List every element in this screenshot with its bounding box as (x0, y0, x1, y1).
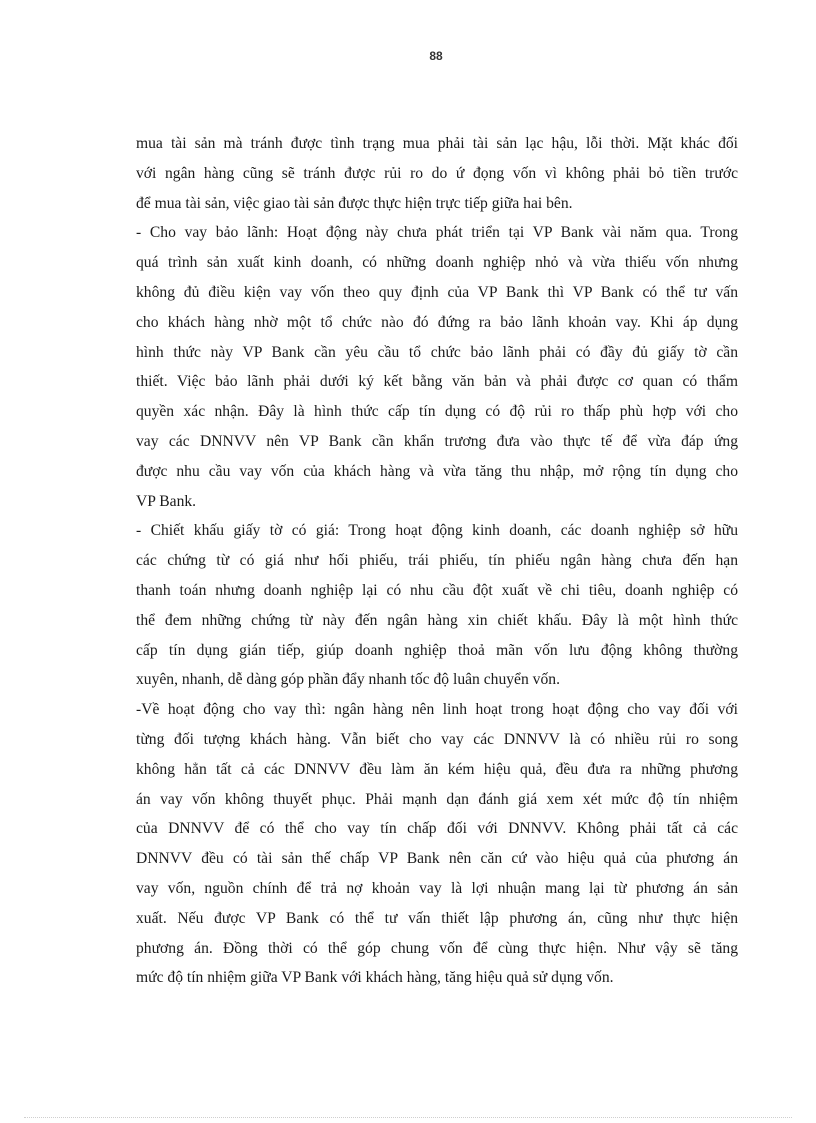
text-line: từng đối tượng khách hàng. Vẫn biết cho vay các DNNVV là có nhiều rủi ro song (136, 730, 738, 748)
text-line: hình thức này VP Bank cần yêu cầu tổ chức bảo lãnh phải có đầy đủ giấy tờ cần (136, 343, 738, 361)
text-line: phương án. Đồng thời có thể góp chung vốn để cùng thực hiện. Như vậy sẽ tăng (136, 939, 738, 957)
text-line: - Cho vay bảo lãnh: Hoạt động này chưa phát triển tại VP Bank vài năm qua. Trong (136, 224, 738, 242)
text-line: để mua tài sản, việc giao tài sản được thực hiện trực tiếp giữa hai bên. (136, 194, 573, 212)
text-line: thiết. Việc bảo lãnh phải dưới ký kết bằng văn bản và phải được cơ quan có thẩm (136, 373, 738, 391)
page-bottom-border (24, 1117, 792, 1118)
text-line: với ngân hàng cũng sẽ tránh được rủi ro do ứ đọng vốn vì không phải bỏ tiền trước (136, 164, 738, 182)
text-line: quyền xác nhận. Đây là hình thức cấp tín dụng có độ rủi ro thấp phù hợp với cho (136, 403, 738, 421)
text-line: DNNVV đều có tài sản thế chấp VP Bank nên căn cứ vào hiệu quả của phương án (136, 850, 738, 868)
text-line: án vay vốn không thuyết phục. Phải mạnh dạn đánh giá xem xét mức độ tín nhiệm (136, 790, 738, 808)
text-line: vay các DNNVV nên VP Bank cần khẩn trương đưa vào thực tế để vừa đáp ứng (136, 432, 738, 450)
text-line: không hẳn tất cả các DNNVV đều làm ăn kém hiệu quả, đều đưa ra những phương (136, 760, 738, 778)
text-line: mua tài sản mà tránh được tình trạng mua phải tài sản lạc hậu, lỗi thời. Mặt khác đối (136, 135, 738, 152)
text-line: quá trình sản xuất kinh doanh, có những doanh nghiệp nhỏ và vừa thiếu vốn nhưng (136, 254, 738, 272)
text-line: vay vốn, nguồn chính để trả nợ khoản vay là lợi nhuận mang lại từ phương án sản (136, 879, 738, 897)
text-line: xuyên, nhanh, dễ dàng góp phần đẩy nhanh tốc độ luân chuyển vốn. (136, 671, 560, 689)
text-line: - Chiết khấu giấy tờ có giá: Trong hoạt động kinh doanh, các doanh nghiệp sở hữu (136, 522, 738, 540)
text-line: cấp tín dụng gián tiếp, giúp doanh nghiệp thoả mãn vốn lưu động không thường (136, 641, 738, 659)
text-line: cho khách hàng nhờ một tổ chức nào đó đứng ra bảo lãnh khoản vay. Khi áp dụng (136, 313, 738, 331)
text-line: mức độ tín nhiệm giữa VP Bank với khách hàng, tăng hiệu quả sử dụng vốn. (136, 969, 614, 987)
page-number: 88 (429, 49, 443, 63)
text-line: VP Bank. (136, 492, 197, 510)
text-line: các chứng từ có giá như hối phiếu, trái phiếu, tín phiếu ngân hàng chưa đến hạn (136, 552, 738, 570)
text-line: -Về hoạt động cho vay thì: ngân hàng nên linh hoạt trong hoạt động cho vay đối với (136, 701, 738, 719)
text-line: không đủ điều kiện vay vốn theo quy định của VP Bank thì VP Bank có thể tư vấn (136, 283, 738, 301)
text-line: thanh toán nhưng doanh nghiệp lại có nhu cầu đột xuất về chi tiêu, doanh nghiệp có (136, 581, 738, 599)
text-line: thể đem những chứng từ này đến ngân hàng xin chiết khấu. Đây là một hình thức (136, 611, 738, 629)
body-text (136, 129, 738, 993)
text-line: xuất. Nếu được VP Bank có thể tư vấn thiết lập phương án, cũng như thực hiện (136, 909, 738, 927)
text-line: của DNNVV để có thể cho vay tín chấp đối với DNNVV. Không phải tất cả các (136, 820, 738, 838)
text-line: được nhu cầu vay vốn của khách hàng và vừa tăng thu nhập, mở rộng tín dụng cho (136, 462, 738, 480)
